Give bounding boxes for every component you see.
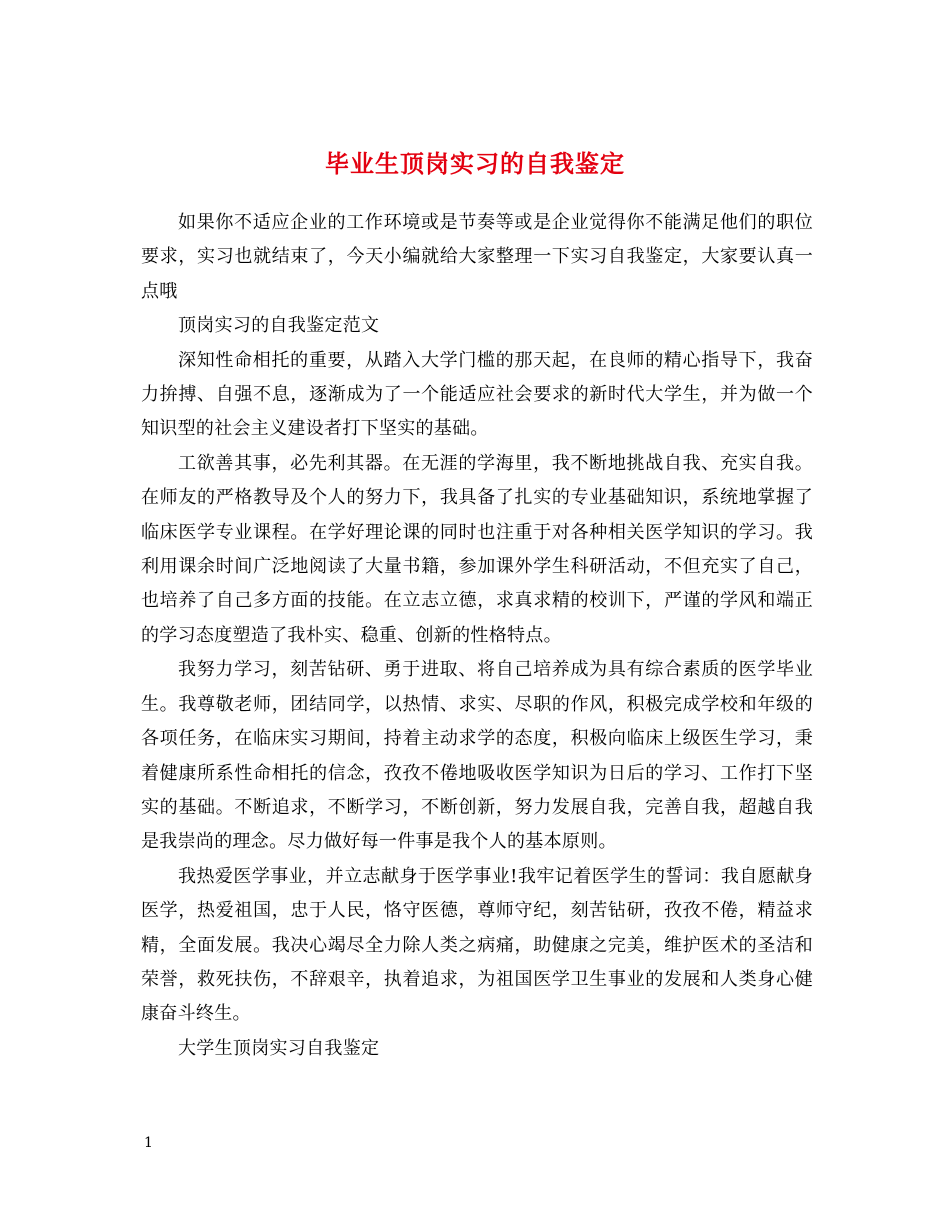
paragraph-heading-sample: 顶岗实习的自我鉴定范文: [178, 315, 380, 337]
paragraph-heading-next: 大学生顶岗实习自我鉴定: [178, 1037, 380, 1059]
page-number: 1: [144, 1135, 153, 1151]
paragraph-body-2: 工欲善其事，必先利其器。在无涯的学海里，我不断地挑战自我、充实自我。在师友的严格教导及个人的努力下，我具备了扎实的专业基础知识，系统地掌握了临床医学专业课程。在学好理论课的同时也注重于对各种相关医学知识的学习。我利用课余时间广泛地阅读了大量书籍，参加课外学生科研活动，不但充实了自己，也培养了自己多方面的技能。在立志立德，求真求精的校训下，严谨的学风和端正的学习态度塑造了我朴实、稳重、创新的性格特点。: [141, 452, 813, 646]
paragraph-body-4: 我热爱医学事业，并立志献身于医学事业!我牢记着医学生的誓词：我自愿献身医学，热爱祖国，忠于人民，恪守医德，尊师守纪，刻苦钻研，孜孜不倦，精益求精，全面发展。我决心竭尽全力除人类之病痛，助健康之完美，维护医术的圣洁和荣誉，救死扶伤，不辞艰辛，执着追求，为祖国医学卫生事业的发展和人类身心健康奋斗终生。: [141, 865, 813, 1025]
paragraph-body-3: 我努力学习，刻苦钻研、勇于进取、将自己培养成为具有综合素质的医学毕业生。我尊敬老师，团结同学，以热情、求实、尽职的作风，积极完成学校和年级的各项任务，在临床实习期间，持着主动求学的态度，积极向临床上级医生学习，秉着健康所系性命相托的信念，孜孜不倦地吸收医学知识为日后的学习、工作打下坚实的基础。不断追求，不断学习，不断创新，努力发展自我，完善自我，超越自我是我崇尚的理念。尽力做好每一件事是我个人的基本原则。: [141, 659, 813, 853]
paragraph-body-1: 深知性命相托的重要，从踏入大学门槛的那天起，在良师的精心指导下，我奋力拚搏、自强不息，逐渐成为了一个能适应社会要求的新时代大学生，并为做一个知识型的社会主义建设者打下坚实的基础。: [141, 349, 813, 440]
document-body: [141, 206, 813, 1066]
paragraph-intro: 如果你不适应企业的工作环境或是节奏等或是企业觉得你不能满足他们的职位要求，实习也就结束了，今天小编就给大家整理一下实习自我鉴定，大家要认真一点哦: [141, 212, 813, 302]
document-title: 毕业生顶岗实习的自我鉴定: [325, 149, 625, 179]
